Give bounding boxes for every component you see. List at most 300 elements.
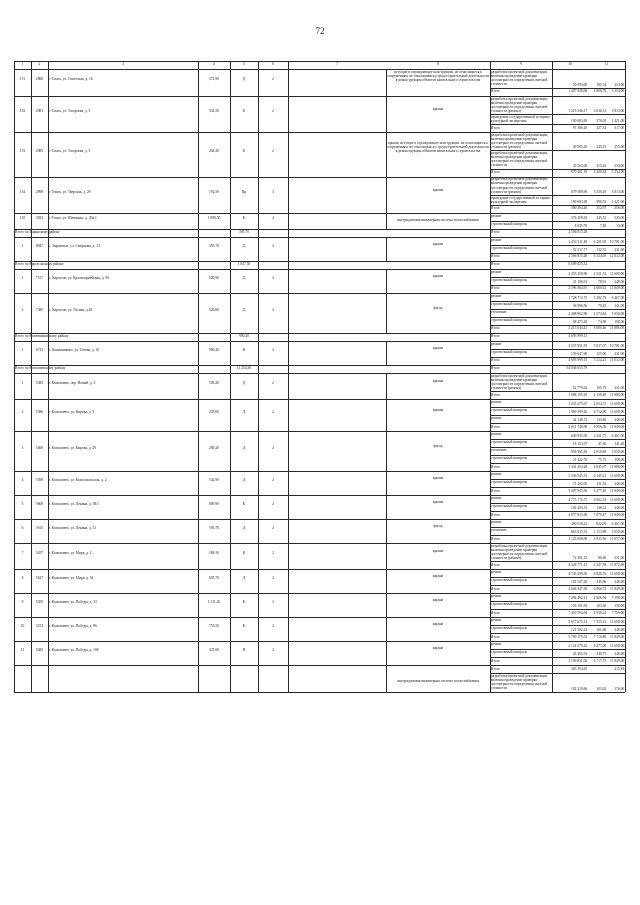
total-max: 5 254,00 [611,170,625,175]
table-rule [386,593,387,617]
total-amount: 4 877 815,68 [568,512,588,517]
total-label: Итого [490,254,500,259]
max-unit-cost: 248,00 [614,482,625,487]
object-address: г. Колпашево, пер. Новый, д. 3 [48,380,96,385]
unit-cost: 105,73 [596,386,607,391]
object-id: 3033 [35,215,44,220]
work-type: ремонт [490,642,502,647]
work-type: разработка проектной документации, включая проведение проверки достоверности определения сметной стоимости (ремонт) [490,132,549,150]
work-amount: 156 101,92 [571,604,588,609]
unit-cost: 131,52 [596,482,607,487]
work-amount: 18 153,97 [572,442,588,447]
table-rule [552,61,553,692]
object-id: 6723 [35,347,44,352]
work-type: ремонт [490,293,502,298]
object-floors: 2 [272,77,274,82]
total-label: Итого [490,230,500,235]
object-cat: К [242,600,246,605]
object-id: 5608 [35,502,44,507]
work-type: строительный контроль [490,439,528,444]
work-amount: 190 683,69 [571,199,588,204]
work-type: строительный контроль [490,349,528,354]
object-address: с. Кожевниково, ул. Титова, д. 10 [48,347,100,352]
work-type: строительный контроль [490,479,528,484]
total-label: Итого [490,586,500,591]
work-amount: 101 547,28 [571,580,588,585]
unit-cost: 215,43 [596,163,607,168]
total-max: 11 849,00 [609,586,625,591]
unit-cost: 6 712,90 [593,410,607,415]
total-amount: 2 328 771,15 [568,562,588,567]
max-unit-cost: 248,00 [614,628,625,633]
object-cat: К [242,149,246,154]
unit-cost: 570,05 [596,119,607,123]
table-rule [386,269,387,293]
table-rule [230,61,231,692]
object-address: г. Томск, ул. Тверская, д. 29 [48,189,91,194]
column-header: 11 [604,62,609,66]
object-address: г. Колпашево, ул. Кирова, д. 49 [48,446,96,451]
object-address: с. Каргасок, ул. Лесная, д.26 [48,307,93,312]
max-unit-cost: 231,00 [614,556,625,561]
unit-cost: 4 574,84 [593,311,607,316]
object-address: с. Каргасок, ул. Красноармейская, д. 90 [48,275,109,280]
object-floors: 2 [272,478,274,483]
work-type: проведение государственной историко-культурной экспертизы [490,195,551,204]
object-cat: Д [242,275,246,280]
object-area: 520,90 [209,275,219,280]
district-area: 11 254,30 [236,366,252,371]
object-address: г. Томск, ул. Татарская, д. 5 [48,108,91,113]
work-type: ремонт [490,618,502,623]
total-unit: 8 000,46 [593,326,607,331]
object-floors: 2 [272,648,274,653]
district-label: Итого по Кожевниковскому району [14,334,69,339]
district-label: Итого по Зырянскому району [14,230,60,235]
object-num: 1 [21,347,24,352]
column-header: 4 [213,62,215,66]
max-unit-cost: 525,00 [614,215,625,220]
structural-element: крыша [432,646,444,651]
work-type: ремонт [490,415,502,420]
total-max: 517,00 [614,125,625,130]
total-label: Итого [490,170,500,175]
total-label: Итого [490,326,500,331]
max-unit-cost: 108,00 [614,458,625,463]
max-unit-cost: 11 600,00 [609,572,625,577]
structural-element: крыша [432,476,444,480]
total-unit: 6 334,65 [593,254,607,259]
total-unit: 2 347,59 [593,562,607,567]
table-rule [48,61,49,692]
object-cat: К [242,347,246,352]
total-amount: 1 125 008,00 [568,536,588,541]
column-header: 3 [122,62,124,66]
total-amount: 7 450 594,04 [568,610,588,615]
work-amount: 190 683,69 [571,119,588,123]
max-unit-cost: 10 781,00 [609,239,625,244]
table-rule [386,373,387,399]
work-type: ремонт [490,495,502,500]
total-label: Итого [490,358,500,363]
unit-cost: 1 113,99 [593,530,607,535]
structural-element: крыша [432,549,444,554]
table-rule [490,205,625,206]
max-unit-cost: 158,00 [614,604,625,609]
work-amount: 2 408 862,90 [568,311,588,316]
object-id: 7385 [35,307,44,312]
district-area: 1 047,50 [237,262,251,267]
work-amount: 52 779,62 [572,386,588,391]
total-unit: 6 856,56 [593,424,607,429]
total-label: Итого [490,634,500,639]
structural-element: крыша [432,574,444,579]
district-total-amount: 54 046 653,79 [566,366,588,371]
column-header: 6 [272,62,274,66]
object-area: 188,10 [209,551,219,556]
total-label: Итого [490,610,500,615]
work-amount: 50 093,00 [572,82,588,87]
work-type: ремонт [490,237,502,242]
table-rule [490,585,625,586]
table-rule [14,61,15,692]
object-address: г. Колпашево, ул. Кирова, д. 5 [48,410,95,415]
table-rule [386,69,387,96]
object-floors: 3 [272,189,274,194]
max-unit-cost: 7 598,00 [611,596,625,601]
total-unit: 1 933,56 [593,536,607,541]
total-label: Итого [490,206,500,211]
max-unit-cost: 6 467,00 [611,295,625,300]
work-amount: 2 355 258,90 [568,271,588,276]
object-area: 334,50 [209,108,219,113]
structural-element: фасад [433,305,443,310]
unit-cost: 2 810,69 [593,450,607,455]
object-area: 264,20 [209,149,219,154]
object-num: 9 [21,600,24,605]
object-id: 5627 [35,576,44,581]
total-amount: 2 506 815,28 [568,254,588,259]
object-area: 755,50 [209,624,219,629]
max-unit-cost: 3 813,00 [611,109,625,114]
object-cat: П [242,648,246,653]
object-address: г. Колпашево, ул. Победы, д. 108 [48,648,99,653]
total-max: 11 872,00 [609,562,625,567]
object-id: 2860 [35,77,44,82]
max-unit-cost: 5 050,00 [611,450,625,455]
max-unit-cost: 254,00 [614,82,625,87]
work-type: разработка проектной документации, включая проведение проверки достоверности определения сметной стоимости (ремонт) [490,96,549,113]
max-unit-cost: 6 467,00 [611,434,625,439]
work-type: ремонт [490,269,502,274]
object-num: 6 [21,526,24,531]
structural-element: крыша [432,241,444,246]
unit-cost: 6 820,76 [593,572,607,577]
total-max: 11 849,00 [609,424,625,429]
object-num: 4 [21,478,24,483]
work-amount: 640 935,09 [571,434,588,439]
object-id: 5615 [35,526,44,531]
table-rule [288,61,289,692]
total-max: 11 849,00 [609,286,625,291]
table-rule [625,61,626,692]
work-type: ремонт [490,213,502,218]
work-amount: 41 106,01 [572,279,588,284]
work-type: строительный контроль [490,503,528,508]
structural-element: крыша [432,622,444,627]
object-floors: 2 [272,380,274,385]
total-amount: 4 693 999,15 [568,358,588,363]
total-max: 11 849,00 [609,488,625,493]
max-unit-cost: 6 467,00 [611,522,625,527]
table-rule [490,124,625,125]
max-unit-cost: 108,00 [614,319,625,324]
total-label: Итого [490,464,500,469]
object-num: 154 [19,189,26,194]
total-max: 11 012,00 [609,358,625,363]
total-label: Итого [490,392,500,397]
object-cat: К [242,215,246,220]
unit-cost: 75,75 [598,458,607,463]
max-unit-cost: 11 600,00 [609,402,625,407]
total-amount: 5 799 175,52 [568,634,588,639]
column-header: 8 [437,62,439,66]
unit-cost: 103,02 [596,686,607,691]
structural-element: крыша [432,500,444,504]
object-floors: 2 [272,275,274,280]
work-amount: 8 035,76 [574,223,588,228]
work-type: разработка проектной документации, включая проведение проверки достоверности определения сметной стоимости (ремонт) [490,543,549,561]
unit-cost: 6 201,95 [593,239,607,244]
object-cat: Д [242,446,246,451]
unit-cost: 2 054,73 [593,402,607,407]
work-type: ремонт [490,341,502,346]
total-unit: 4 420,84 [593,170,607,175]
max-unit-cost: 248,00 [614,279,625,284]
object-cat: Д [242,478,246,483]
max-unit-cost: 11 600,00 [609,644,625,649]
structural-element: крыша [432,408,444,412]
object-cat: К [242,502,246,507]
unit-cost: 4 826,94 [593,596,607,601]
table-rule [386,431,387,471]
table-rule [386,519,387,543]
unit-cost: 7,40 [599,223,607,228]
object-floors: 2 [272,526,274,531]
table-rule [490,325,625,326]
unit-cost: 145,96 [596,580,607,585]
work-amount: 4 745 299,50 [568,572,588,577]
structural-element: фасад [433,444,443,448]
work-type: строительный контроль [490,317,528,322]
unit-cost: 148,14 [596,506,607,511]
total-label: Итого [490,562,500,567]
table-rule [14,229,625,230]
column-header: 9 [520,62,522,66]
object-id: 5483 [35,648,44,653]
unit-cost: 161,68 [596,628,607,633]
object-floors: 2 [272,410,274,415]
total-amount: 2 396 364,91 [568,286,588,291]
object-floors: 3 [272,600,274,605]
work-amount: 1 969 599,26 [568,410,588,415]
object-id: 5474 [35,624,44,629]
unit-cost: 143,66 [596,418,607,423]
work-amount: 1 216 546,17 [568,109,588,114]
total-unit: 6 277,20 [593,488,607,493]
table-rule [258,61,259,692]
object-id: 5495 [35,600,44,605]
total-max: 11 849,00 [609,512,625,517]
work-type: строительный контроль [490,277,528,282]
table-rule [14,261,625,262]
max-unit-cost: 248,00 [614,580,625,585]
total-max: 12 012,00 [609,254,625,259]
table-rule [490,357,625,358]
object-address: г. Томск, ул. Татарская, д. 5 [48,149,91,154]
object-floors: 4 [272,215,274,220]
work-type: строительный контроль [490,245,528,250]
object-address: г. Колпашево, ул. Мира, д. 54 [48,576,94,581]
object-address: с. Зырянское, ул. Смирнова, д. 13 [48,243,100,248]
work-amount: 3 336 545,52 [568,474,588,479]
work-type: строительный контроль [490,301,528,306]
table-rule [490,61,491,692]
table-rule [386,213,387,229]
object-cat: К [242,551,246,556]
work-type: строительный контроль [490,455,528,460]
page-number: 72 [315,26,325,36]
total-max: 5 254,00 [611,89,625,94]
work-type: проведение государственной историко-культурной экспертизы [490,114,551,123]
max-unit-cost: 11 600,00 [609,271,625,276]
table-rule [14,365,625,366]
district-label: Итого по Каргасокскому району [14,262,64,267]
table-rule [386,543,387,569]
object-area: 1 511,20 [207,600,221,605]
unit-cost: 2 231,75 [593,434,607,439]
total-max: 11 849,00 [609,634,625,639]
object-id: 5385 [35,380,44,385]
work-amount: 2 124 570,25 [568,644,588,649]
unit-cost: 7 555,12 [593,620,607,625]
table-rule [490,391,625,392]
table-rule [490,423,625,424]
object-floors: 2 [272,551,274,556]
unit-cost: 6 577,00 [593,644,607,649]
object-cat: Д [242,77,246,82]
table-rule [490,463,625,464]
total-max: 11 880,00 [609,392,625,397]
table-rule [386,293,387,333]
table-rule [31,61,32,692]
object-area: 1 089,50 [207,215,221,220]
work-amount: 21 422,70 [572,458,588,463]
work-type: ремонт [490,519,502,524]
total-unit: 4 930,24 [593,610,607,615]
column-header: 5 [243,62,245,66]
total-label: Итого [490,366,500,371]
object-address: г. Колпашево, ул. Мира, д. 2 [48,551,92,556]
work-amount: 958 565,49 [571,450,588,455]
table-rule [386,177,387,213]
object-num: 153 [19,149,26,154]
total-label: Итого [490,536,500,541]
pre-total-unit: 215,83 [614,666,625,671]
total-amount: 1 407 928,06 [568,89,588,94]
object-id: 5386 [35,410,44,415]
object-area: 526,60 [209,307,219,312]
work-type: разработка проектной документации, включая проведение проверки достоверности определения сметной стоимости [490,69,549,87]
max-unit-cost: 11 600,00 [609,410,625,415]
object-address: г. Колпашево, ул. Комсомольская, д. 2 [48,478,107,483]
work-amount: 1 035 275,67 [568,402,588,407]
work-amount: 102 203,33 [571,506,588,511]
total-amount: 3 407 945,56 [568,488,588,493]
unit-cost: 3 530,29 [593,189,607,194]
structural-element: крыша [432,345,444,350]
total-max: 11 886,00 [609,464,625,469]
max-unit-cost: 141,20 [614,442,625,447]
object-address: г. Колпашево, ул. Ленина, д. 51 [48,526,97,531]
table-rule [14,333,625,334]
district-total-amount: 4 693 999,15 [568,334,588,339]
table-rule [490,169,625,170]
max-unit-cost: 11 600,00 [609,620,625,625]
total-amount: 870 261,19 [571,170,588,175]
total-unit: 437,33 [596,125,607,130]
work-type: строительный контроль [490,602,528,607]
structural-element: крыша; несущие и ограждающие конструкции, не относящиеся к сооружениям, не относящимся к градостроительной деятельности к реконструкции объектов капитального строительства [387,140,489,154]
unit-cost: 74,58 [598,319,607,324]
unit-cost: 47,36 [598,442,607,447]
table-rule [14,692,625,693]
object-id: 5390 [35,478,44,483]
unit-cost: 6 145,21 [593,474,607,479]
total-max: 356,00 [614,206,625,211]
object-num: 152 [19,108,26,113]
object-num: 8 [21,576,24,581]
table-rule [386,132,387,177]
structural-element: внутридомовая инженерная система теплоснабжения [397,217,479,222]
object-cat: К [242,108,246,113]
table-rule [490,633,625,634]
max-unit-cost: 3 813,00 [611,189,625,194]
table-rule [386,471,387,495]
work-amount: 72 391,15 [572,556,588,561]
table-rule [386,237,387,261]
work-amount: 679 580,90 [571,189,588,194]
table-rule [198,61,199,692]
object-num: 1 [21,380,24,385]
total-unit: 4 845,97 [593,464,607,469]
object-address: г. Томск, ул. Шевченко, д. 39а/1 [48,215,97,220]
structural-element: крыша [432,187,444,192]
table-rule [490,609,625,610]
unit-cost: 3 282,79 [593,295,607,300]
work-type: разработка проектной документации, включая проведение проверки достоверности определения сметной стоимости (ремонт) [490,373,549,390]
work-type: разработка проектной документации, включая проведение проверки достоверности определения сметной стоимости [490,674,549,691]
total-unit: 6 966,72 [593,586,607,591]
work-type: разработка проектной документации, включая проведение проверки достоверности определения сметной стоимости [490,151,549,168]
unit-cost: 822,59 [596,522,607,527]
work-amount: 38 273,20 [572,319,588,324]
total-label: Итого [490,89,500,94]
max-unit-cost: 248,00 [614,418,625,423]
object-cat: Д [242,243,246,248]
total-unit: 352,97 [596,206,607,211]
object-num: 151 [19,77,26,82]
